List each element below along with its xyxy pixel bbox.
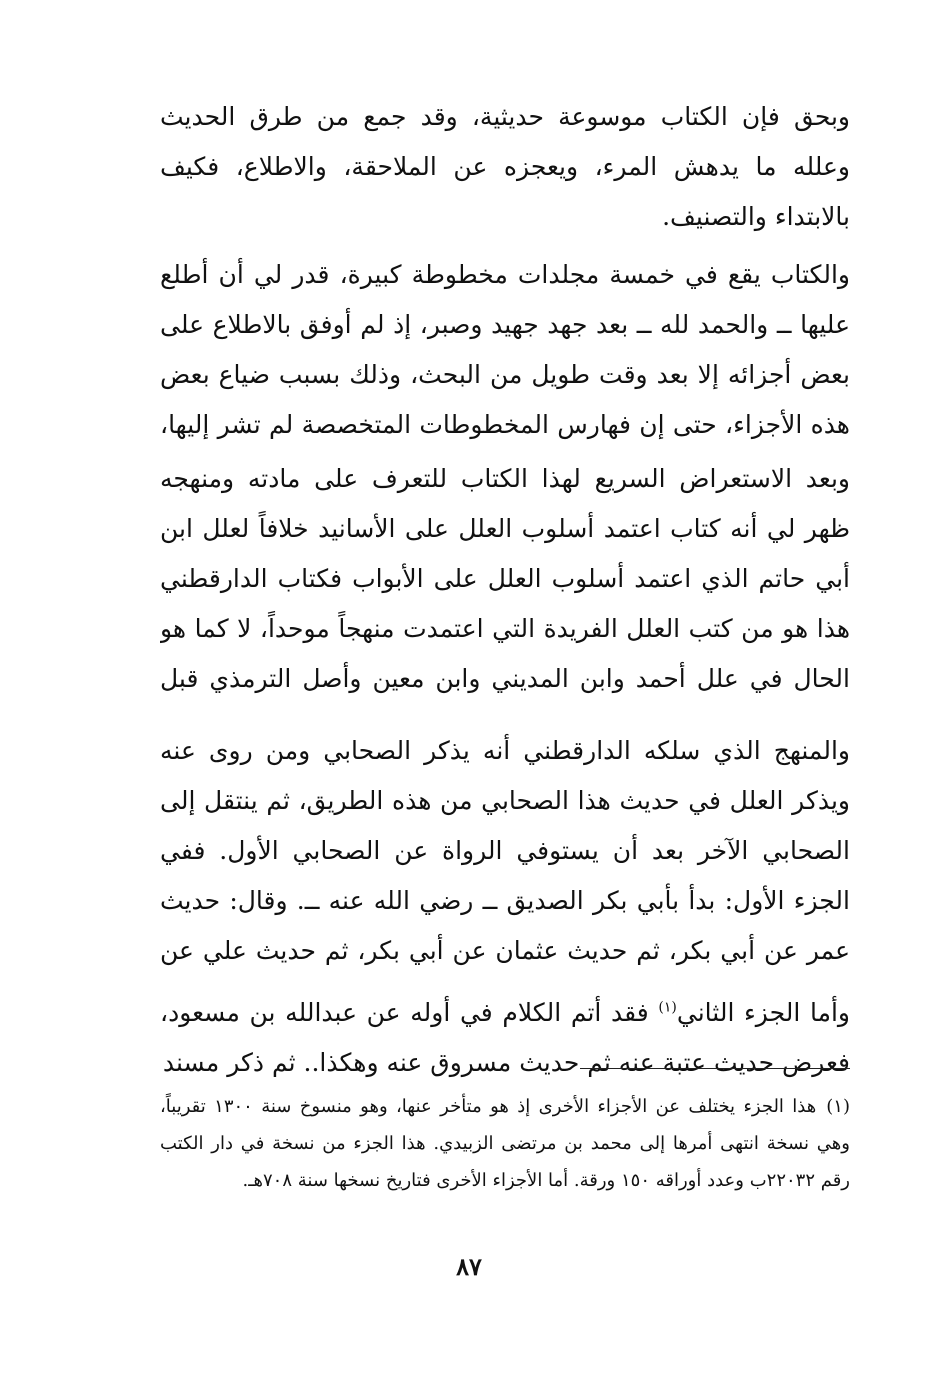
footnote (160, 1088, 850, 1238)
paragraph-4: والمنهج الذي سلكه الدارقطني أنه يذكر الصحابي ومن روى عنه ويذكر العلل في حديث هذا الصحابي من هذه الطريق، ثم ينتقل إلى الصحابي الآخر بعد أن يستوفي الرواة عن الصحابي الأول. ففي الجزء الأول: بدأ بأبي بكر الصديق ــ رضي الله عنه ــ. وقال: حديث عمر عن أبي بكر، ثم حديث عثمان عن أبي بكر، ثم حديث علي عن (160, 736, 850, 965)
paragraph-2: والكتاب يقع في خمسة مجلدات مخطوطة كبيرة، قدر لي أن أطلع عليها ــ والحمد لله ــ بعد جهد جهيد وصبر، إذ لم أوفق بالاطلاع على بعض أجزائه إلا بعد وقت طويل من البحث، وذلك بسبب ضياع بعض هذه الأجزاء، حتى إن فهارس المخطوطات المتخصصة لم تشر إليها، (160, 260, 850, 439)
paragraph-5-rest: فقد أتم الكلام في أوله عن عبدالله بن مسعود، فعرض حديث عتبة عنه ثم حديث مسروق عنه وهكذا.. ثم ذكر مسند (160, 998, 850, 1077)
paragraph-1: وبحق فإن الكتاب موسوعة حديثية، وقد جمع من طرق الحديث وعلله ما يدهش المرء، ويعجزه عن الملاحقة، والاطلاع، فكيف بالابتداء والتصنيف. (160, 102, 850, 231)
footnote-reference[interactable]: (١) (658, 999, 677, 1016)
footnote-separator (580, 1068, 850, 1069)
footnote-text: هذا الجزء يختلف عن الأجزاء الأخرى إذ هو متأخر عنها، وهو منسوخ سنة ١٣٠٠ تقريباً، وهي نسخة انتهى أمرها إلى محمد بن مرتضى الزبيدي. هذا الجزء من نسخة في دار الكتب رقم ٢٢٠٣٢ب وعدد أوراقه ١٥٠ ورقة. أما الأجزاء الأخرى فتاريخ نسخها سنة ٧٠٨هـ. (160, 1096, 850, 1191)
paragraph-3: وبعد الاستعراض السريع لهذا الكتاب للتعرف على مادته ومنهجه ظهر لي أنه كتاب اعتمد أسلوب العلل على الأسانيد خلافاً لعلل ابن أبي حاتم الذي اعتمد أسلوب العلل على الأبواب فكتاب الدارقطني هذا هو من كتب العلل الفريدة التي اعتمدت منهجاً موحداً، لا كما هو الحال في علل أحمد وابن المديني وابن معين وأصل الترمذي قبل (160, 464, 850, 693)
paragraph-5 (160, 988, 850, 1088)
paragraph-5-start: وأما الجزء الثاني (676, 998, 850, 1027)
page-number: ٨٧ (456, 1252, 482, 1281)
footnote-marker: (١) (826, 1096, 850, 1117)
main-text (160, 92, 850, 1088)
